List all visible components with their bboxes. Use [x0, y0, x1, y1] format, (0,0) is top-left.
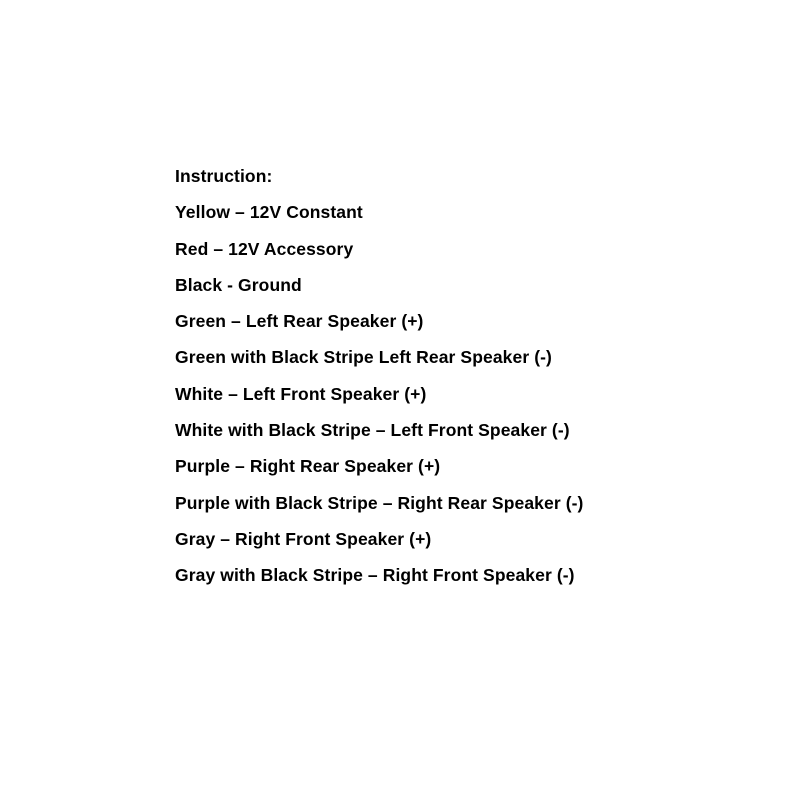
wire-red: Red – 12V Accessory	[175, 238, 354, 259]
wire-purple: Purple – Right Rear Speaker (+)	[175, 456, 441, 477]
instruction-heading: Instruction:	[175, 166, 273, 186]
wire-black: Black - Ground	[175, 274, 302, 295]
wire-purple-black-stripe: Purple with Black Stripe – Right Rear Speaker (-)	[175, 492, 584, 513]
wire-green-black-stripe: Green with Black Stripe Left Rear Speaker (-)	[175, 347, 552, 368]
wire-white-black-stripe: White with Black Stripe – Left Front Speaker (-)	[175, 420, 570, 441]
wire-yellow: Yellow – 12V Constant	[175, 202, 363, 223]
wire-white: White – Left Front Speaker (+)	[175, 383, 427, 404]
wiring-instructions	[175, 158, 775, 594]
wire-gray: Gray – Right Front Speaker (+)	[175, 528, 432, 549]
wire-gray-black-stripe: Gray with Black Stripe – Right Front Speaker (-)	[175, 565, 575, 586]
wire-green: Green – Left Rear Speaker (+)	[175, 311, 424, 332]
